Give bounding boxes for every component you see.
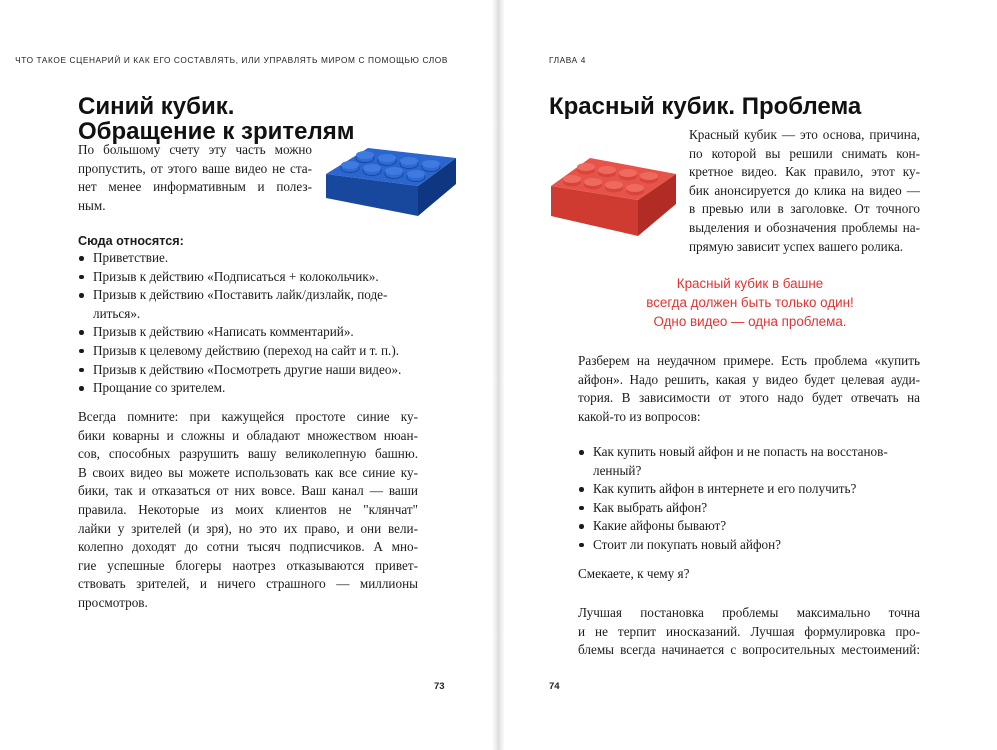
list-item: Призыв к целевому действию (переход на сайт и т. п.). (78, 342, 418, 361)
list-item: Призыв к действию «Подписаться + колокольчик». (78, 268, 418, 287)
paragraph-line: Лучшая постановка проблемы максимально точна (578, 605, 920, 620)
list-item: Как купить новый айфон и не попасть на восстанов- (578, 443, 923, 462)
paragraph-line: Разберем на неудачном примере. Есть проблема «купить (578, 353, 920, 368)
page-title-blue-cube (78, 94, 355, 144)
red-cube-callout (580, 274, 920, 332)
paragraph-line: лайки у зрителей (и зря), но это их право, и они вели- (78, 520, 418, 536)
red-intro-line: по которой вы решили снимать кон- (689, 145, 920, 161)
list-item: Стоит ли покупать новый айфон? (578, 536, 923, 555)
blue-lego-brick-image (320, 134, 460, 218)
list-item: Призыв к действию «Поставить лайк/дизлайк, поде- (78, 286, 418, 305)
paragraph-line: бики, так и отказаться от них вовсе. Ваш канал — ваши (78, 483, 418, 499)
paragraph-line: колепно доходят до сотни тысяч подписчиков. А мно- (78, 539, 418, 555)
list-item: Как выбрать айфон? (578, 499, 923, 518)
paragraph-line: и не терпит иносказаний. Лучшая формулировка про- (578, 623, 920, 639)
paragraph-line: ствовать зрителей, и ничего страшного — миллионы (78, 576, 418, 592)
list-item-continued: литься». (93, 305, 141, 321)
paragraph-line: айфон». Надо решить, какая у видео будет целевая ауди- (578, 371, 920, 387)
list-item: Призыв к действию «Написать комментарий». (78, 323, 418, 342)
book-gutter (492, 0, 505, 750)
page-number-left: 73 (434, 681, 445, 692)
list-item-continued: ленный? (593, 462, 642, 478)
paragraph-line: блемы всегда начинается с вопросительных местоимений: (578, 642, 920, 658)
red-intro-line: прямую зависит успех вашего ролика. (689, 238, 904, 254)
blue-intro-line-2: пропустить, от этого ваше видео не ста- (78, 160, 312, 176)
paragraph-line: гие успешные блогеры наотрез отказываются привет- (78, 557, 418, 573)
left-page (0, 0, 492, 750)
paragraph-line: сов, способных разрушить вашу великолепную башню. (78, 446, 418, 462)
list-item: Как купить айфон в интернете и его получить? (578, 480, 923, 499)
page-number-right: 74 (549, 681, 560, 692)
paragraph-line: бики коварны и сложны и обладают множеством нюан- (78, 427, 418, 443)
callout-line: всегда должен быть только один! (646, 295, 854, 311)
page-title-red-cube: Красный кубик. Проблема (549, 93, 862, 120)
paragraph-line: просмотров. (78, 595, 148, 610)
blue-cube-list (78, 249, 418, 398)
red-intro-line: в превью или в заголовке. От точного (689, 201, 920, 217)
red-lego-brick-image (548, 140, 680, 238)
list-item: Призыв к действию «Посмотреть другие наши видео». (78, 361, 418, 380)
callout-line: Красный кубик в башне (676, 276, 824, 291)
red-intro-line: бик анонсируется до клика на видео — (689, 182, 920, 198)
paragraph-line: правила. Некоторые из моих клиентов не "клянчат" (78, 502, 418, 517)
list-heading: Сюда относятся: (78, 234, 184, 248)
blue-intro-line-4: ным. (78, 197, 106, 213)
blue-intro-line-3: нет менее информативным и полез- (78, 179, 312, 195)
paragraph-line: какой-то из вопросов: (578, 408, 701, 424)
red-intro-line: Красный кубик — это основа, причина, (689, 127, 920, 142)
paragraph-line: Всегда помните: при кажущейся простоте синие ку- (78, 409, 418, 424)
running-header-left: ЧТО ТАКОЕ СЦЕНАРИЙ И КАК ЕГО СОСТАВЛЯТЬ, ИЛИ УПРАВЛЯТЬ МИРОМ С ПОМОЩЬЮ СЛОВ (15, 55, 448, 65)
paragraph-line: тория. В зависимости от этого надо будет отвечать на (578, 390, 920, 406)
list-item: Прощание со зрителем. (78, 379, 418, 398)
paragraph-line: В своих видео вы можете использовать как все синие ку- (78, 464, 418, 480)
callout-line: Одно видео — одна проблема. (653, 314, 847, 330)
list-item: Какие айфоны бывают? (578, 517, 923, 536)
red-intro-line: выделения и обозначения проблемы на- (689, 220, 920, 235)
running-header-right: ГЛАВА 4 (549, 55, 586, 65)
title-line-2: Обращение к зрителям (78, 118, 355, 145)
blue-intro-line-1: По большому счету эту часть можно (78, 142, 312, 157)
title-line-1: Синий кубик. (78, 93, 235, 120)
rhetorical-question: Смекаете, к чему я? (578, 566, 690, 581)
question-list (578, 443, 923, 555)
red-intro-line: кретное видео. Как правило, этот ку- (689, 164, 920, 180)
list-item: Приветствие. (78, 249, 418, 268)
